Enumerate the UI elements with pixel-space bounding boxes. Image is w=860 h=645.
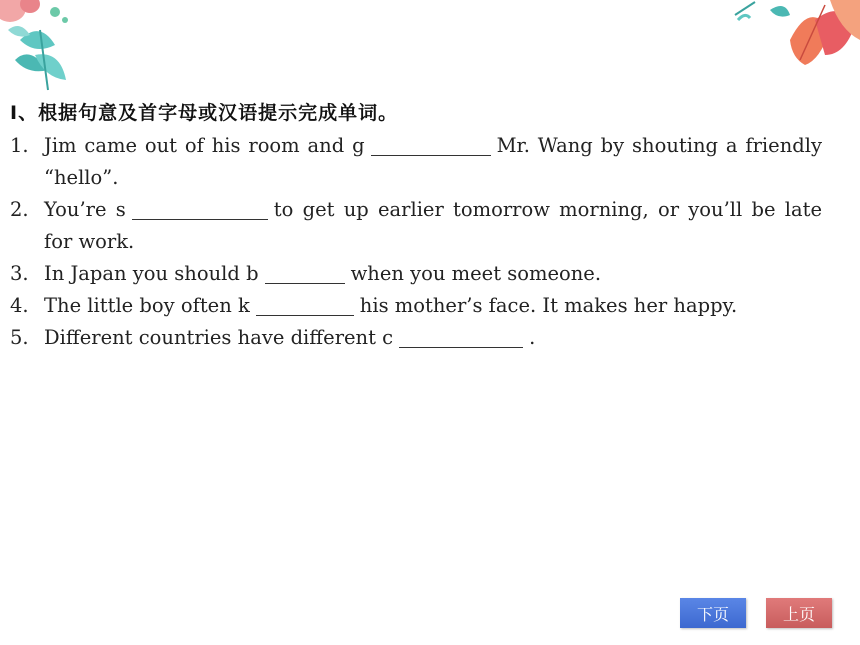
leaf-decoration-icon: [730, 0, 860, 70]
answer-blank[interactable]: [132, 197, 268, 220]
question-item: [10, 258, 822, 290]
question-text-after: Mr. Wang by shouting a friendly “hello”.: [44, 134, 822, 189]
question-text-before: Jim came out of his room and g: [44, 134, 365, 157]
floral-decoration-icon: [0, 0, 80, 95]
answer-blank[interactable]: [265, 261, 345, 284]
question-text-before: In Japan you should b: [44, 262, 259, 285]
question-text-before: Different countries have different c: [44, 326, 394, 349]
question-item: [10, 130, 822, 194]
question-text-after: when you meet someone.: [350, 262, 602, 285]
question-number: 5.: [10, 326, 29, 349]
answer-blank[interactable]: [256, 293, 354, 316]
previous-page-button[interactable]: 上页: [766, 598, 832, 628]
section-title: Ⅰ、根据句意及首字母或汉语提示完成单词。: [10, 102, 399, 124]
question-text-after: his mother’s face. It makes her happy.: [359, 294, 738, 317]
answer-blank[interactable]: [371, 133, 491, 156]
question-item: [10, 290, 822, 322]
exercise-list: [10, 130, 822, 354]
question-text-after: to get up earlier tomorrow morning, or you’ll be late for work.: [44, 198, 822, 253]
question-number: 2.: [10, 198, 29, 221]
question-text-after: .: [529, 326, 536, 349]
question-text-before: The little boy often k: [44, 294, 250, 317]
question-number: 3.: [10, 262, 29, 285]
question-number: 4.: [10, 294, 29, 317]
question-item: [10, 194, 822, 258]
question-item: [10, 322, 822, 354]
question-text-before: You’re s: [44, 198, 126, 221]
answer-blank[interactable]: [399, 325, 523, 348]
next-page-button[interactable]: 下页: [680, 598, 746, 628]
question-number: 1.: [10, 134, 29, 157]
